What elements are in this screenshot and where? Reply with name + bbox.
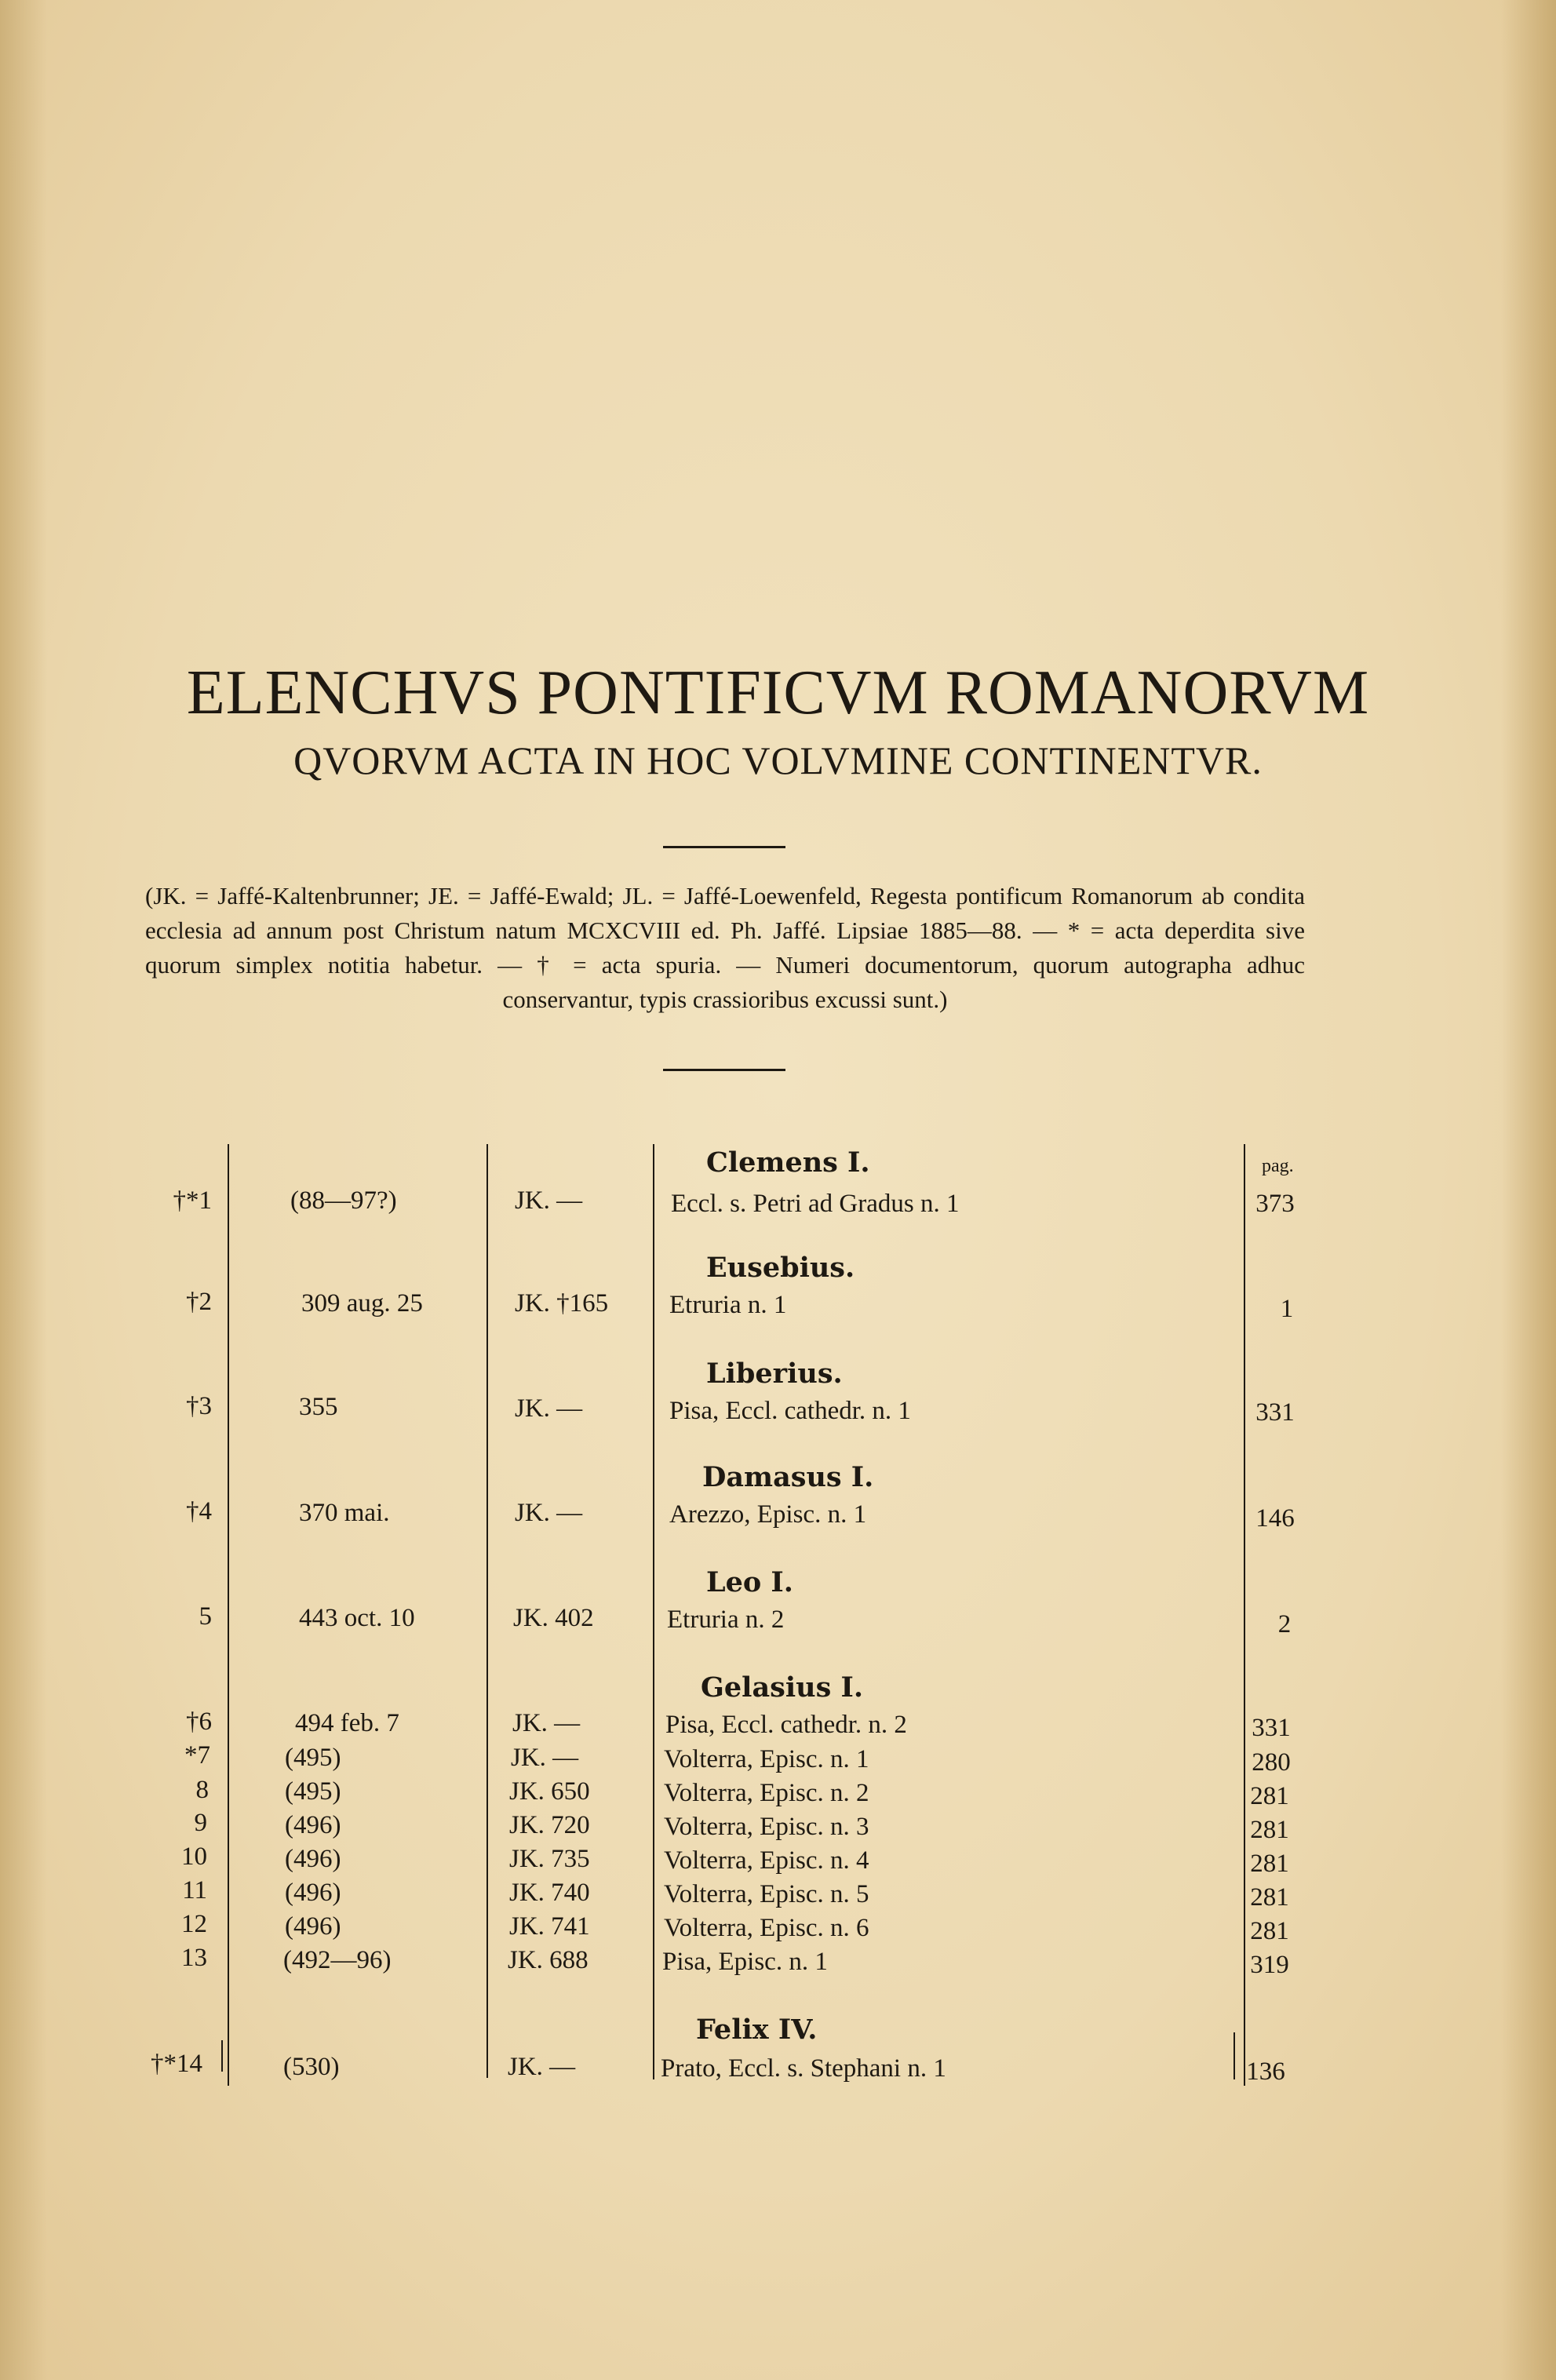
entry-recipient: Volterra, Episc. n. 2 — [664, 1779, 869, 1807]
entry-number: 12 — [181, 1910, 207, 1938]
entry-page: 281 — [1250, 1850, 1289, 1878]
entry-recipient: Pisa, Eccl. cathedr. n. 1 — [669, 1397, 911, 1425]
entry-date: 309 aug. 25 — [301, 1289, 423, 1318]
pope-heading: Gelasius I. — [701, 1671, 864, 1704]
entry-page: 281 — [1250, 1782, 1289, 1810]
entry-recipient: Eccl. s. Petri ad Gradus n. 1 — [671, 1190, 960, 1218]
entry-recipient: Volterra, Episc. n. 5 — [664, 1880, 869, 1908]
pope-heading: Eusebius. — [706, 1252, 855, 1284]
entry-jk-ref: JK. †165 — [515, 1289, 609, 1318]
entry-recipient: Volterra, Episc. n. 6 — [664, 1914, 869, 1942]
entry-date: 494 feb. 7 — [295, 1709, 399, 1737]
page-title: ELENCHVS PONTIFICVM ROMANORVM — [186, 658, 1370, 727]
page-column-header: pag. — [1262, 1156, 1294, 1176]
entry-recipient: Pisa, Eccl. cathedr. n. 2 — [665, 1711, 907, 1739]
entry-number: †*14 — [151, 2050, 202, 2078]
abbreviations-note: (JK. = Jaffé-Kaltenbrunner; JE. = Jaffé-Ewald; JL. = Jaffé-Loewenfeld, Regesta pontificum Romanorum ab condita ecclesia ad annum post Christum natum MCXCVIII ed. Ph. Jaffé. Lipsiae 1885—88. — * = acta deperdita sive quorum simplex notitia habetur. — † = acta spuria. — Numeri documentorum, quorum autographa adhuc conservantur, typis crassioribus excussi sunt.) — [145, 882, 1305, 1013]
entry-number: 11 — [182, 1876, 207, 1904]
entry-jk-ref: JK. 688 — [508, 1946, 589, 1974]
entry-jk-ref: JK. — — [512, 1709, 581, 1737]
entry-date: (496) — [285, 1811, 341, 1839]
entry-jk-ref: JK. 741 — [509, 1912, 590, 1941]
entry-date: 443 oct. 10 — [299, 1604, 415, 1632]
entry-recipient: Etruria n. 1 — [669, 1291, 787, 1319]
entry-number: †*1 — [173, 1186, 212, 1215]
entry-page: 280 — [1252, 1748, 1291, 1777]
entry-jk-ref: JK. 650 — [509, 1777, 590, 1806]
entry-number: †4 — [186, 1497, 212, 1525]
entry-page: 1 — [1280, 1295, 1294, 1323]
entry-number: 9 — [194, 1809, 207, 1837]
entry-jk-ref: JK. 402 — [513, 1604, 594, 1632]
entry-jk-ref: JK. — — [515, 1394, 583, 1423]
entry-jk-ref: JK. — — [515, 1186, 583, 1215]
entry-jk-ref: JK. — — [508, 2053, 576, 2081]
pope-heading: Damasus I. — [702, 1461, 874, 1493]
entry-date: (495) — [285, 1777, 341, 1806]
entry-date: (530) — [283, 2053, 340, 2081]
column-rule — [228, 1144, 229, 2086]
entry-date: (496) — [285, 1845, 341, 1873]
entry-page: 146 — [1255, 1504, 1295, 1533]
pope-heading: Liberius. — [706, 1358, 843, 1390]
entry-jk-ref: JK. 735 — [509, 1845, 590, 1873]
pope-heading: Clemens I. — [706, 1146, 870, 1179]
column-rule — [486, 1144, 488, 2078]
page-subtitle: QVORVM ACTA IN HOC VOLVMINE CONTINENTVR. — [293, 738, 1263, 782]
entry-jk-ref: JK. — — [511, 1744, 579, 1772]
entry-page: 373 — [1255, 1190, 1295, 1218]
entry-date: 370 mai. — [299, 1499, 390, 1527]
entry-recipient: Etruria n. 2 — [667, 1605, 785, 1634]
entry-number: 10 — [181, 1842, 207, 1871]
entry-page: 281 — [1250, 1816, 1289, 1844]
column-rule — [221, 2040, 223, 2072]
entry-recipient: Volterra, Episc. n. 1 — [664, 1745, 869, 1773]
entry-jk-ref: JK. 720 — [509, 1811, 590, 1839]
entry-page: 331 — [1255, 1398, 1295, 1427]
entry-number: †2 — [186, 1288, 212, 1316]
entry-number: †3 — [186, 1392, 212, 1420]
entry-date: (496) — [285, 1879, 341, 1907]
entry-number: 8 — [195, 1776, 209, 1804]
entry-jk-ref: JK. — — [515, 1499, 583, 1527]
entry-jk-ref: JK. 740 — [509, 1879, 590, 1907]
entry-date: (495) — [285, 1744, 341, 1772]
entry-number: †6 — [186, 1708, 212, 1736]
entry-number: 13 — [181, 1944, 207, 1972]
entry-page: 2 — [1277, 1610, 1292, 1638]
entry-page: 136 — [1246, 2057, 1285, 2086]
column-rule — [653, 1144, 654, 2079]
entry-page: 281 — [1250, 1917, 1289, 1945]
entry-page: 319 — [1250, 1951, 1289, 1979]
entry-recipient: Volterra, Episc. n. 3 — [664, 1813, 869, 1841]
entry-page: 281 — [1250, 1883, 1289, 1912]
entry-date: (496) — [285, 1912, 341, 1941]
entry-date: (88—97?) — [290, 1186, 397, 1215]
entry-number: 5 — [199, 1602, 212, 1631]
entry-recipient: Prato, Eccl. s. Stephani n. 1 — [661, 2054, 946, 2083]
pope-heading: Felix IV. — [696, 2014, 818, 2046]
pope-heading: Leo I. — [706, 1566, 793, 1598]
entry-page: 331 — [1252, 1714, 1291, 1742]
entry-recipient: Volterra, Episc. n. 4 — [664, 1846, 869, 1875]
entry-number: *7 — [184, 1741, 210, 1770]
entry-recipient: Arezzo, Episc. n. 1 — [669, 1500, 867, 1529]
entry-date: (492—96) — [283, 1946, 392, 1974]
entry-date: 355 — [299, 1393, 338, 1421]
entry-recipient: Pisa, Episc. n. 1 — [662, 1948, 828, 1976]
